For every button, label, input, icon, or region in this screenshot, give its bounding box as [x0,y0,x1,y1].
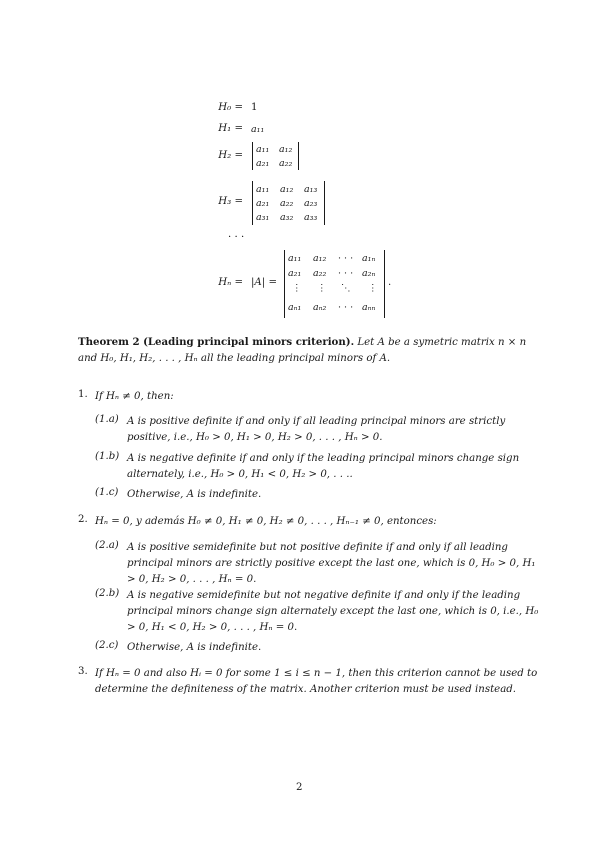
hn-cell: a₁₁ [288,253,302,264]
h2-cell: a₁₁ [256,144,270,155]
hn-cell: ⋮ [292,283,302,294]
h3-cell: a₃₂ [280,212,294,223]
hn-det-a: |A| = [251,277,277,288]
item-text: If Hₙ = 0 and also Hᵢ = 0 for some 1 ≤ i ≤ n − 1, then this criterion cannot be used to determine the definiteness of the matrix. Another criterion must be used instead. [95,668,538,695]
h3-cell: a₁₃ [304,184,318,195]
sub-text: Otherwise, A is indefinite. [127,642,262,653]
sub-text: A is positive semidefinite but not positive definite if and only if all leading principal minors are strictly positive except the last one, which is 0, H₀ > 0, H₁ > 0, H₂ > 0, . . . , Hₙ = 0. [127,542,536,585]
h3-cell: a₂₁ [256,198,270,209]
item-number: 2. [78,514,88,525]
hn-cell: a₂₁ [288,268,302,279]
hn-cell: · · · [338,302,354,313]
item-number: 3. [78,666,88,677]
sub-text: Otherwise, A is indefinite. [127,489,262,500]
h3-cell: a₃₁ [256,212,270,223]
h2-right-bar [298,142,299,170]
h2-label: H₂ = [218,150,243,161]
hn-cell: a₂ₙ [362,268,376,279]
ellipsis: · · · [228,232,245,243]
hn-label: Hₙ = [218,277,243,288]
hn-cell: aₙ₂ [313,302,327,313]
sub-label: (1.a) [95,414,119,425]
sub-text: A is negative definite if and only if the leading principal minors change sign alternately, i.e., H₀ > 0, H₁ < 0, H₂ > 0, . . .. [127,453,520,480]
item-number: 1. [78,389,88,400]
sub-text: A is negative semidefinite but not negative definite if and only if the leading principal minors change sign alternately except the last one, which is 0, i.e., H₀ > 0, H₁ < 0, H₂ > 0, . . . , Hₙ = 0. [127,590,539,633]
h1-value: a₁₁ [251,124,265,135]
page-number: 2 [296,782,303,793]
h3-right-bar [324,181,325,225]
h3-cell: a₁₁ [256,184,270,195]
sub-label: (2.c) [95,640,119,651]
h2-cell: a₁₂ [279,144,293,155]
sub-label: (1.c) [95,487,119,498]
hn-period: . [388,277,392,288]
hn-cell: ⋱ [341,283,351,294]
item-text: If Hₙ ≠ 0, then: [95,391,174,402]
theorem-statement: Let A be a symetric matrix n × n and H₀, H₁, H₂, . . . , Hₙ all the leading principal minors of A. [78,337,527,364]
h3-cell: a₂₂ [280,198,294,209]
h3-cell: a₃₃ [304,212,318,223]
hn-cell: ⋮ [368,283,378,294]
h3-cell: a₁₂ [280,184,294,195]
h2-left-bar [252,142,253,170]
hn-cell: · · · [338,253,354,264]
h0-value: 1 [251,102,258,113]
sub-label: (1.b) [95,451,120,462]
h0-label: H₀ = [218,102,243,113]
hn-right-bar [384,250,385,318]
hn-cell: aₙₙ [362,302,376,313]
hn-cell: a₂₂ [313,268,327,279]
h3-cell: a₂₃ [304,198,318,209]
sub-label: (2.a) [95,540,119,551]
h3-left-bar [252,181,253,225]
item-text: Hₙ = 0, y además H₀ ≠ 0, H₁ ≠ 0, H₂ ≠ 0, . . . , Hₙ₋₁ ≠ 0, entonces: [95,516,437,527]
theorem-heading: Theorem 2 (Leading principal minors criterion). [78,336,355,348]
hn-cell: aₙ₁ [288,302,302,313]
hn-cell: · · · [338,268,354,279]
hn-cell: a₁₂ [313,253,327,264]
h2-cell: a₂₁ [256,158,270,169]
h2-cell: a₂₂ [279,158,293,169]
sub-label: (2.b) [95,588,120,599]
h3-label: H₃ = [218,196,243,207]
hn-cell: a₁ₙ [362,253,376,264]
theorem-block [78,334,544,367]
hn-cell: ⋮ [317,283,327,294]
h1-label: H₁ = [218,123,243,134]
sub-text: A is positive definite if and only if all leading principal minors are strictly positive, i.e., H₀ > 0, H₁ > 0, H₂ > 0, . . . , Hₙ > 0. [127,416,506,443]
hn-left-bar [284,250,285,318]
